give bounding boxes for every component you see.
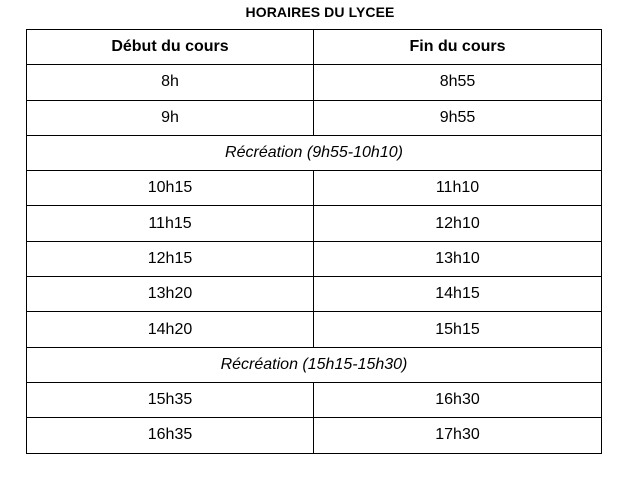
cell-end: 11h10 (314, 171, 602, 206)
table-row (27, 312, 602, 347)
cell-end: 8h55 (314, 65, 602, 100)
break-cell: Récréation (9h55-10h10) (27, 135, 602, 170)
cell-start: 12h15 (27, 241, 314, 276)
cell-end: 17h30 (314, 418, 602, 453)
break-row (27, 347, 602, 382)
cell-end: 12h10 (314, 206, 602, 241)
cell-end: 14h15 (314, 277, 602, 312)
cell-end: 15h15 (314, 312, 602, 347)
table-row (27, 206, 602, 241)
cell-start: 14h20 (27, 312, 314, 347)
page-title: HORAIRES DU LYCEE (245, 4, 395, 20)
cell-end: 16h30 (314, 382, 602, 417)
cell-start: 11h15 (27, 206, 314, 241)
table-row (27, 382, 602, 417)
cell-start: 13h20 (27, 277, 314, 312)
table-row (27, 418, 602, 453)
table-header-row (27, 30, 602, 65)
schedule-table (26, 29, 602, 454)
table-row (27, 171, 602, 206)
break-cell: Récréation (15h15-15h30) (27, 347, 602, 382)
table-row (27, 100, 602, 135)
cell-start: 9h (27, 100, 314, 135)
cell-start: 15h35 (27, 382, 314, 417)
header-start: Début du cours (27, 30, 314, 65)
table-row (27, 65, 602, 100)
cell-start: 16h35 (27, 418, 314, 453)
table-row (27, 241, 602, 276)
cell-start: 8h (27, 65, 314, 100)
cell-end: 9h55 (314, 100, 602, 135)
table-row (27, 277, 602, 312)
cell-end: 13h10 (314, 241, 602, 276)
cell-start: 10h15 (27, 171, 314, 206)
header-end: Fin du cours (314, 30, 602, 65)
break-row (27, 135, 602, 170)
